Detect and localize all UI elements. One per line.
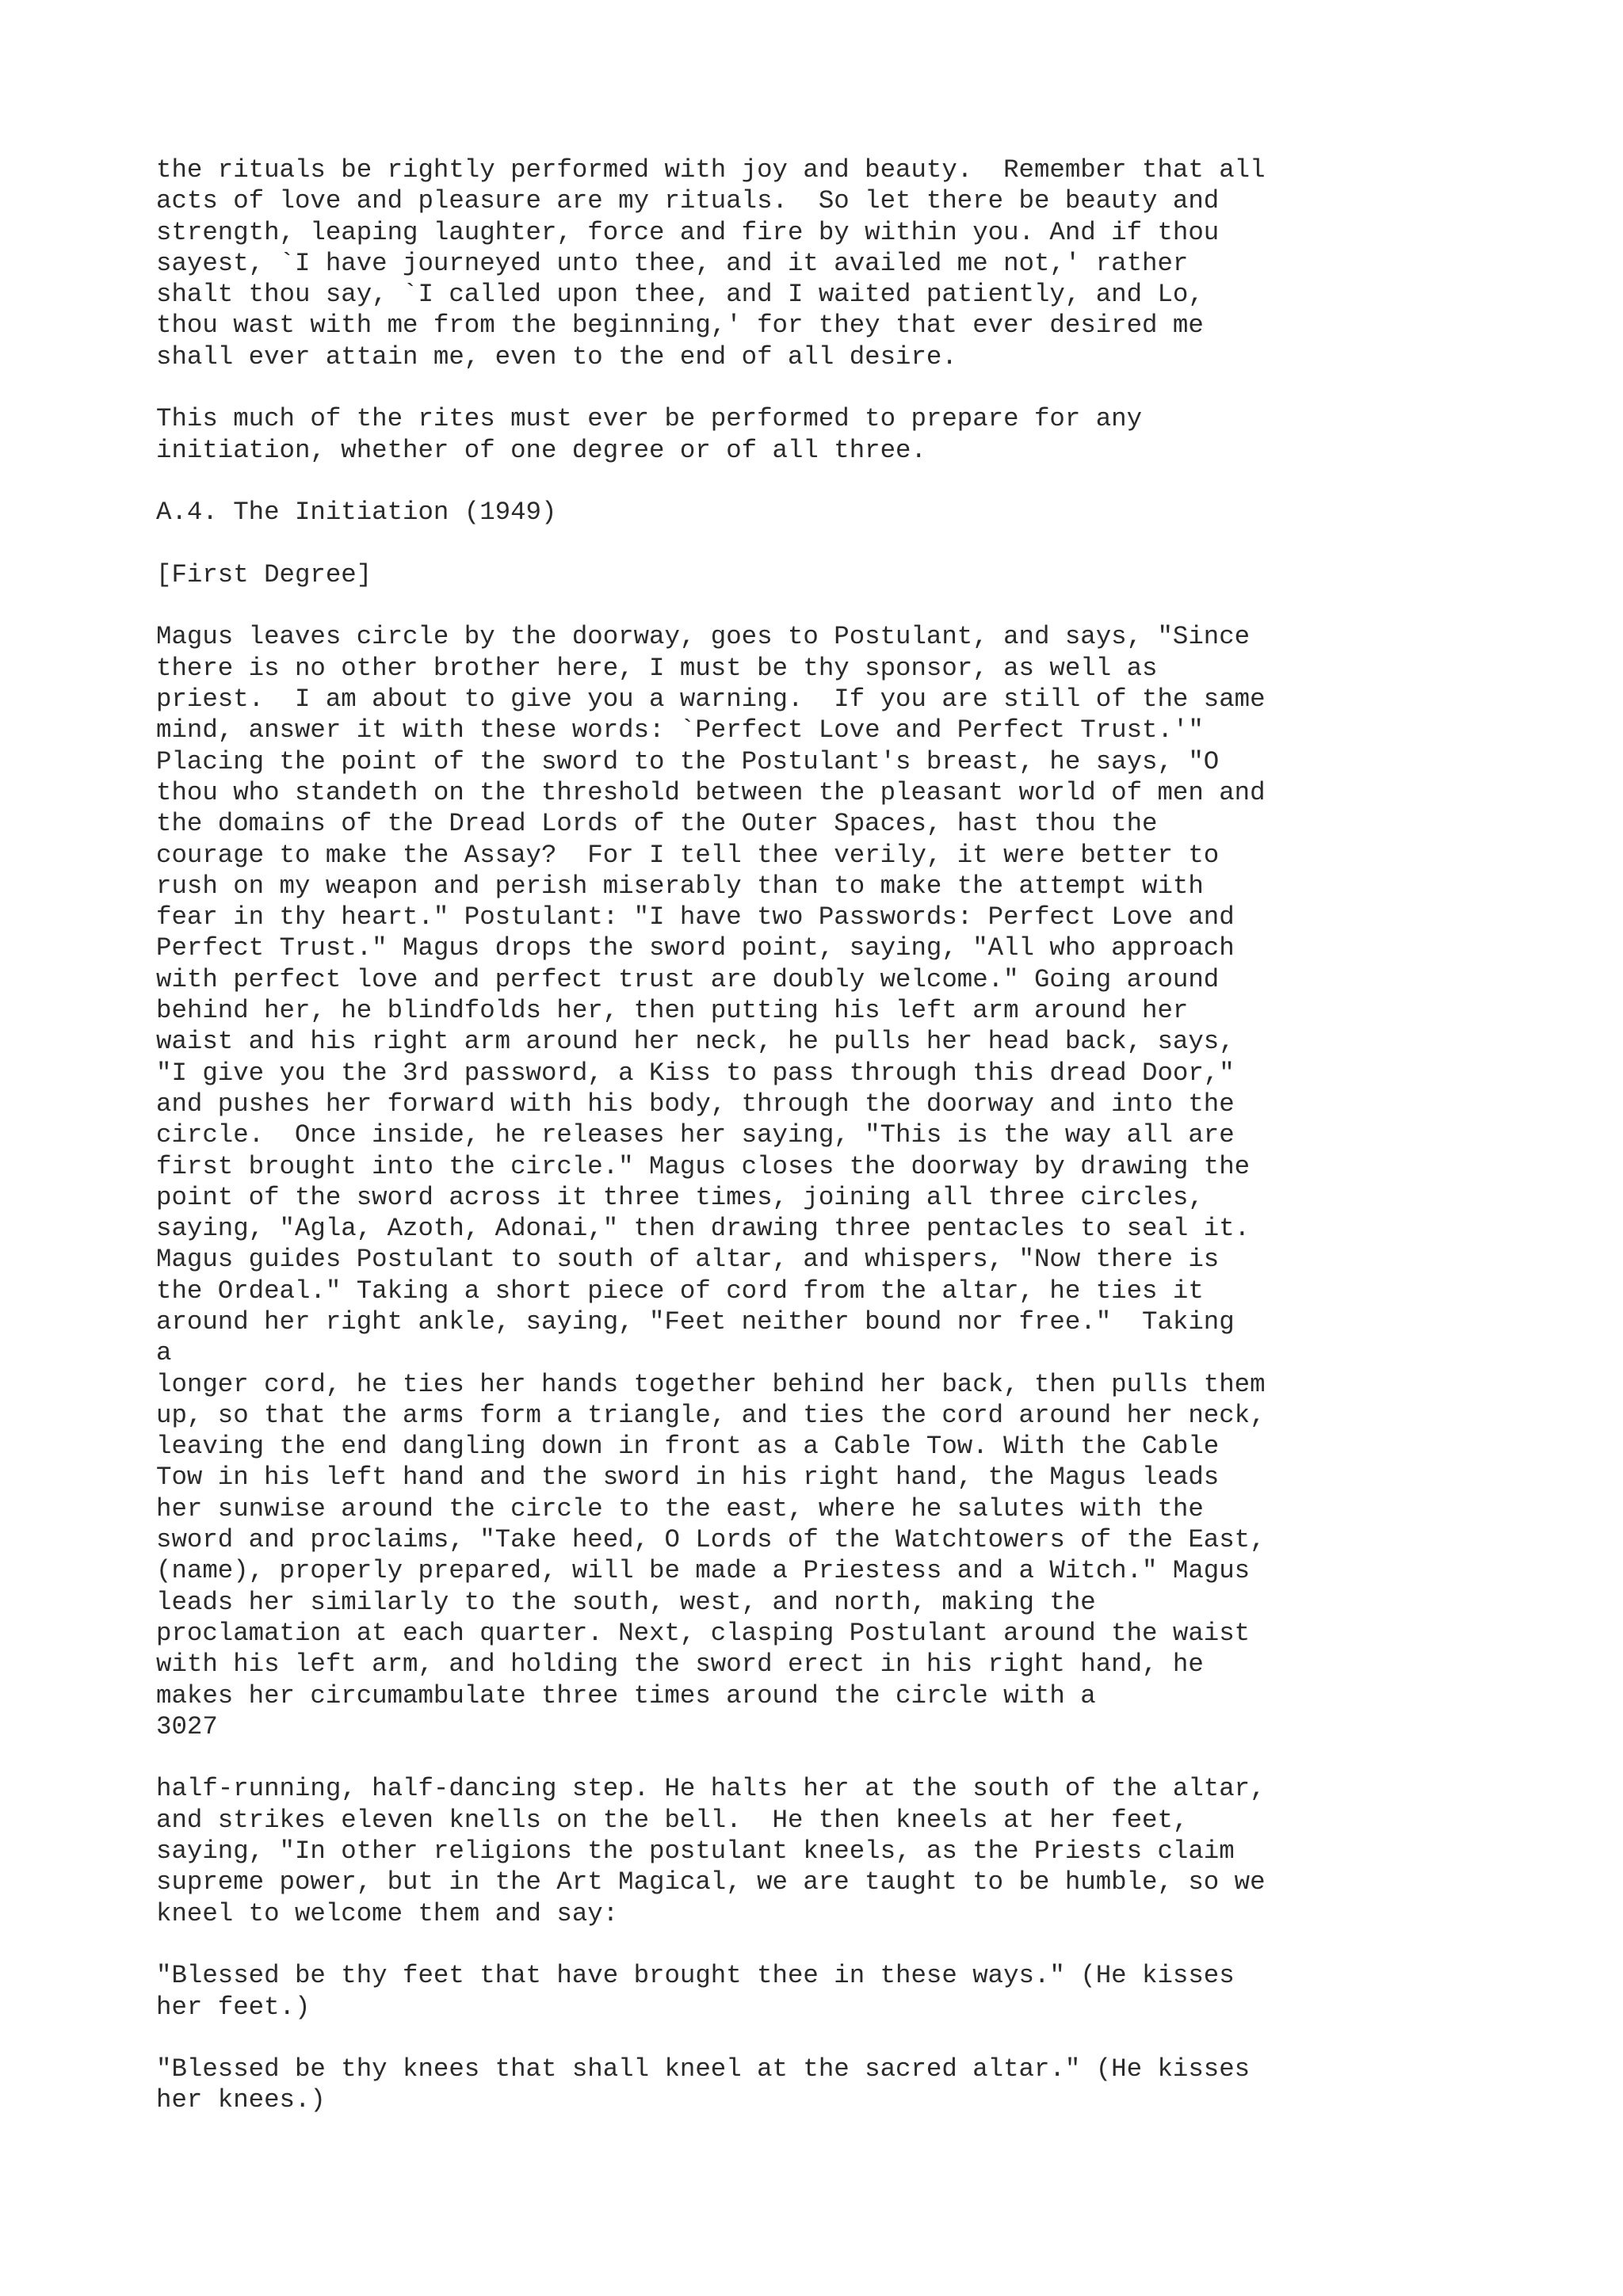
blank-line xyxy=(156,372,1583,403)
text-line: initiation, whether of one degree or of all three. xyxy=(156,435,926,465)
text-line: [First Degree] xyxy=(156,559,372,589)
text-line: Magus guides Postulant to south of altar, and whispers, "Now there is xyxy=(156,1245,1220,1275)
text-line: strength, leaping laughter, force and fire by within you. And if thou xyxy=(156,217,1220,247)
text-line: fear in thy heart." Postulant: "I have two Passwords: Perfect Love and xyxy=(156,902,1235,933)
text-line: and pushes her forward with his body, through the doorway and into the xyxy=(156,1089,1235,1119)
text-line: her sunwise around the circle to the east, where he salutes with the xyxy=(156,1493,1204,1524)
text-line: around her right ankle, saying, "Feet neither bound nor free." Taking xyxy=(156,1306,1235,1337)
text-line: shalt thou say, `I called upon thee, and I waited patiently, and Lo, xyxy=(156,280,1204,310)
text-line: sword and proclaims, "Take heed, O Lords of the Watchtowers of the East, xyxy=(156,1525,1266,1555)
text-line: priest. I am about to give you a warning. If you are still of the same xyxy=(156,685,1266,715)
text-line: saying, "Agla, Azoth, Adonai," then drawing three pentacles to seal it. xyxy=(156,1214,1251,1244)
text-line: mind, answer it with these words: `Perfect Love and Perfect Trust.'" xyxy=(156,715,1204,746)
blank-line xyxy=(156,1742,1583,1773)
text-line: courage to make the Assay? For I tell thee verily, it were better to xyxy=(156,840,1220,870)
text-line: shall ever attain me, even to the end of all desire. xyxy=(156,341,957,372)
text-line: behind her, he blindfolds her, then putting his left arm around her xyxy=(156,996,1189,1026)
text-line: her feet.) xyxy=(156,1992,311,2022)
blank-line xyxy=(156,528,1583,559)
text-line: "Blessed be thy knees that shall kneel at the sacred altar." (He kisses xyxy=(156,2054,1251,2084)
document-text xyxy=(156,154,1583,2116)
text-line: longer cord, he ties her hands together behind her back, then pulls them xyxy=(156,1369,1266,1399)
text-line: Magus leaves circle by the doorway, goes to Postulant, and says, "Since xyxy=(156,622,1251,652)
text-line: the Ordeal." Taking a short piece of cord from the altar, he ties it xyxy=(156,1276,1204,1306)
text-line: leaving the end dangling down in front as a Cable Tow. With the Cable xyxy=(156,1432,1220,1462)
text-line: proclamation at each quarter. Next, clasping Postulant around the waist xyxy=(156,1618,1251,1648)
text-line: "Blessed be thy feet that have brought thee in these ways." (He kisses xyxy=(156,1961,1235,1991)
blank-line xyxy=(156,590,1583,621)
text-line: Perfect Trust." Magus drops the sword point, saying, "All who approach xyxy=(156,933,1235,963)
text-line: the rituals be rightly performed with joy and beauty. Remember that all xyxy=(156,155,1266,185)
text-line: saying, "In other religions the postulant kneels, as the Priests claim xyxy=(156,1836,1235,1867)
text-line: supreme power, but in the Art Magical, we are taught to be humble, so we xyxy=(156,1867,1266,1897)
text-line: her knees.) xyxy=(156,2085,326,2115)
text-line: acts of love and pleasure are my rituals. So let there be beauty and xyxy=(156,186,1220,216)
text-line: rush on my weapon and perish miserably than to make the attempt with xyxy=(156,871,1204,901)
text-line: up, so that the arms form a triangle, and ties the cord around her neck, xyxy=(156,1400,1266,1430)
text-line: kneel to welcome them and say: xyxy=(156,1898,619,1928)
text-line: the domains of the Dread Lords of the Outer Spaces, hast thou the xyxy=(156,809,1158,839)
blank-line xyxy=(156,2023,1583,2054)
text-line: with perfect love and perfect trust are doubly welcome." Going around xyxy=(156,964,1220,994)
text-line: first brought into the circle." Magus closes the doorway by drawing the xyxy=(156,1151,1251,1181)
text-line: half-running, half-dancing step. He halts her at the south of the altar, xyxy=(156,1774,1266,1804)
text-line: with his left arm, and holding the sword erect in his right hand, he xyxy=(156,1650,1204,1680)
text-line: point of the sword across it three times, joining all three circles, xyxy=(156,1182,1204,1212)
text-line: and strikes eleven knells on the bell. He then kneels at her feet, xyxy=(156,1805,1189,1835)
text-line: waist and his right arm around her neck, he pulls her head back, says, xyxy=(156,1027,1235,1057)
text-line: A.4. The Initiation (1949) xyxy=(156,498,557,528)
text-line: This much of the rites must ever be performed to prepare for any xyxy=(156,404,1143,434)
text-line: there is no other brother here, I must be thy sponsor, as well as xyxy=(156,653,1158,683)
text-line: makes her circumambulate three times around the circle with a xyxy=(156,1680,1096,1711)
text-line: "I give you the 3rd password, a Kiss to pass through this dread Door," xyxy=(156,1058,1235,1088)
text-line: thou who standeth on the threshold between the pleasant world of men and xyxy=(156,777,1266,807)
text-line: a xyxy=(156,1338,172,1368)
text-line: sayest, `I have journeyed unto thee, and it availed me not,' rather xyxy=(156,248,1189,278)
text-line: 3027 xyxy=(156,1711,218,1741)
text-line: Tow in his left hand and the sword in his right hand, the Magus leads xyxy=(156,1463,1220,1493)
text-line: thou wast with me from the beginning,' for they that ever desired me xyxy=(156,311,1204,341)
text-line: circle. Once inside, he releases her saying, "This is the way all are xyxy=(156,1120,1235,1150)
text-line: leads her similarly to the south, west, and north, making the xyxy=(156,1587,1096,1617)
blank-line xyxy=(156,1929,1583,1960)
text-line: (name), properly prepared, will be made a Priestess and a Witch." Magus xyxy=(156,1556,1251,1586)
text-line: Placing the point of the sword to the Postulant's breast, he says, "O xyxy=(156,746,1220,776)
blank-line xyxy=(156,466,1583,497)
